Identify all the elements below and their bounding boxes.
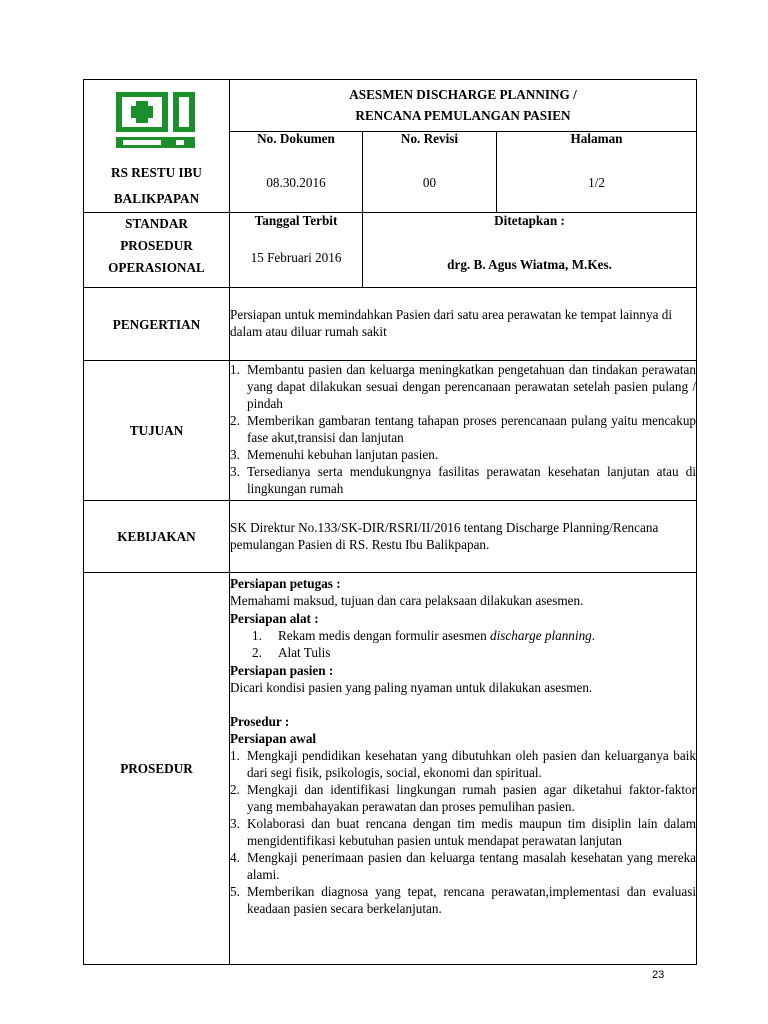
alat-tail: . [591,628,596,643]
tujuan-content [230,361,697,501]
prosedur-step [230,815,696,849]
prosedur-step [230,849,696,883]
list-text: Tersedianya serta mendukungnya fasilitas perawatan kesehatan lanjutan atau di lingkungan rumah [247,464,697,496]
persiapan-petugas-label: Persiapan petugas : [230,576,341,591]
no-revisi-value: 00 [422,174,437,190]
ditetapkan-label: Ditetapkan : [494,213,565,228]
persiapan-petugas-text: Memahami maksud, tujuan dan cara pelaksaan dilakukan asesmen. [230,593,584,608]
ditetapkan-cell [363,213,697,288]
list-number: 4. [230,850,240,865]
hospital-name [84,160,229,212]
no-dokumen-label: No. Dokumen [257,130,335,146]
list-text: Memberikan gambaran tentang tahapan proses perencanaan pulang yaitu mencakup fase akut,transisi dan lanjutan [247,413,697,445]
kebijakan-text: SK Direktur No.133/SK-DIR/RSRI/II/2016 tentang Discharge Planning/Rencana pemulangan Pasien di RS. Restu Ibu Balikpapan. [230,501,697,573]
sop-table [83,79,697,965]
tujuan-item [230,446,696,463]
hospital-name-line1: RS RESTU IBU [111,165,202,180]
document-title-cell [230,80,697,132]
list-number: 3. [230,816,240,831]
list-number: 2. [252,645,262,660]
prosedur-subheading: Prosedur : [230,714,290,729]
alat-item [230,627,696,644]
hospital-name-line2: BALIKPAPAN [113,191,200,206]
persiapan-alat-label: Persiapan alat : [230,611,319,626]
document-title-line1: ASESMEN DISCHARGE PLANNING / [349,87,577,103]
list-number: 3. [230,464,240,479]
alat-list [230,627,696,661]
persiapan-pasien-label: Persiapan pasien : [230,663,334,678]
list-text: Membantu pasien dan keluarga meningkatkan pengetahuan dan tindakan perawatan yang dapat dilakukan sesuai dengan perencanaan perawatan setelah pasien pulang / pindah [247,362,697,411]
hospital-logo-icon [113,90,201,150]
document-title-line2: RENCANA PEMULANGAN PASIEN [355,108,571,124]
list-number: 2. [230,782,240,797]
tujuan-list [230,361,696,497]
tanggal-terbit-value: 15 Februari 2016 [250,250,342,265]
tujuan-item [230,361,696,412]
prosedur-step [230,747,696,781]
pengertian-label: PENGERTIAN [84,288,230,361]
halaman-cell [497,131,697,212]
pengertian-text: Persiapan untuk memindahkan Pasien dari satu area perawatan ke tempat lainnya di dalam atau diluar rumah sakit [230,288,697,361]
prosedur-steps-list [230,747,696,917]
list-text: Memenuhi kebuhan lanjutan pasien. [247,447,439,462]
halaman-value: 1/2 [588,174,605,190]
persiapan-awal-label: Persiapan awal [230,731,317,746]
spo-cell [84,213,230,288]
list-text: Mengkaji dan identifikasi lingkungan rumah pasien agar diketahui faktor-faktor yang membahayakan perawatan dan proses pemulihan pasien. [247,782,697,814]
hospital-logo [113,90,201,150]
tanggal-terbit-label: Tanggal Terbit [254,213,338,228]
prosedur-label: PROSEDUR [84,573,230,965]
prosedur-step [230,883,696,917]
tujuan-item [230,412,696,446]
alat-text: Alat Tulis [278,645,331,660]
hospital-cell [84,80,230,213]
prosedur-content [230,573,697,965]
sop-document [83,79,696,955]
tujuan-label: TUJUAN [84,361,230,501]
no-dokumen-value: 08.30.2016 [266,174,326,190]
alat-emphasis: discharge planning [490,628,592,643]
no-revisi-label: No. Revisi [400,130,459,146]
list-text: Mengkaji pendidikan kesehatan yang dibutuhkan oleh pasien dan keluarganya baik dari segi fisik, psikologis, social, ekonomi dan spiritual. [247,748,697,780]
no-dokumen-cell [230,131,363,212]
spo-line2: PROSEDUR [120,238,193,253]
tujuan-item [230,463,696,497]
list-number: 1. [252,628,262,643]
halaman-label: Halaman [570,130,623,146]
list-number: 2. [230,413,240,428]
ditetapkan-name: drg. B. Agus Wiatma, M.Kes. [447,257,612,272]
tanggal-terbit-cell [230,213,363,288]
list-number: 1. [230,748,240,763]
alat-text: Rekam medis dengan formulir asesmen [278,628,491,643]
spo-line3: OPERASIONAL [108,260,205,275]
kebijakan-label: KEBIJAKAN [84,501,230,573]
list-text: Mengkaji penerimaan pasien dan keluarga tentang masalah kesehatan yang mereka alami. [247,850,697,882]
page-number: 23 [652,969,665,981]
list-number: 3. [230,447,240,462]
no-revisi-cell [363,131,497,212]
prosedur-step [230,781,696,815]
alat-item [230,644,696,661]
list-number: 1. [230,362,240,377]
list-number: 5. [230,884,240,899]
list-text: Kolaborasi dan buat rencana dengan tim medis maupun tim disiplin lain dalam mengidentifikasi kebutuhan pasien untuk mendapat perawatan lanjutan [247,816,697,848]
persiapan-pasien-text: Dicari kondisi pasien yang paling nyaman untuk dilakukan asesmen. [230,680,593,695]
list-text: Memberikan diagnosa yang tepat, rencana perawatan,implementasi dan evaluasi keadaan pasien secara berkelanjutan. [247,884,697,916]
spo-line1: STANDAR [125,216,188,231]
